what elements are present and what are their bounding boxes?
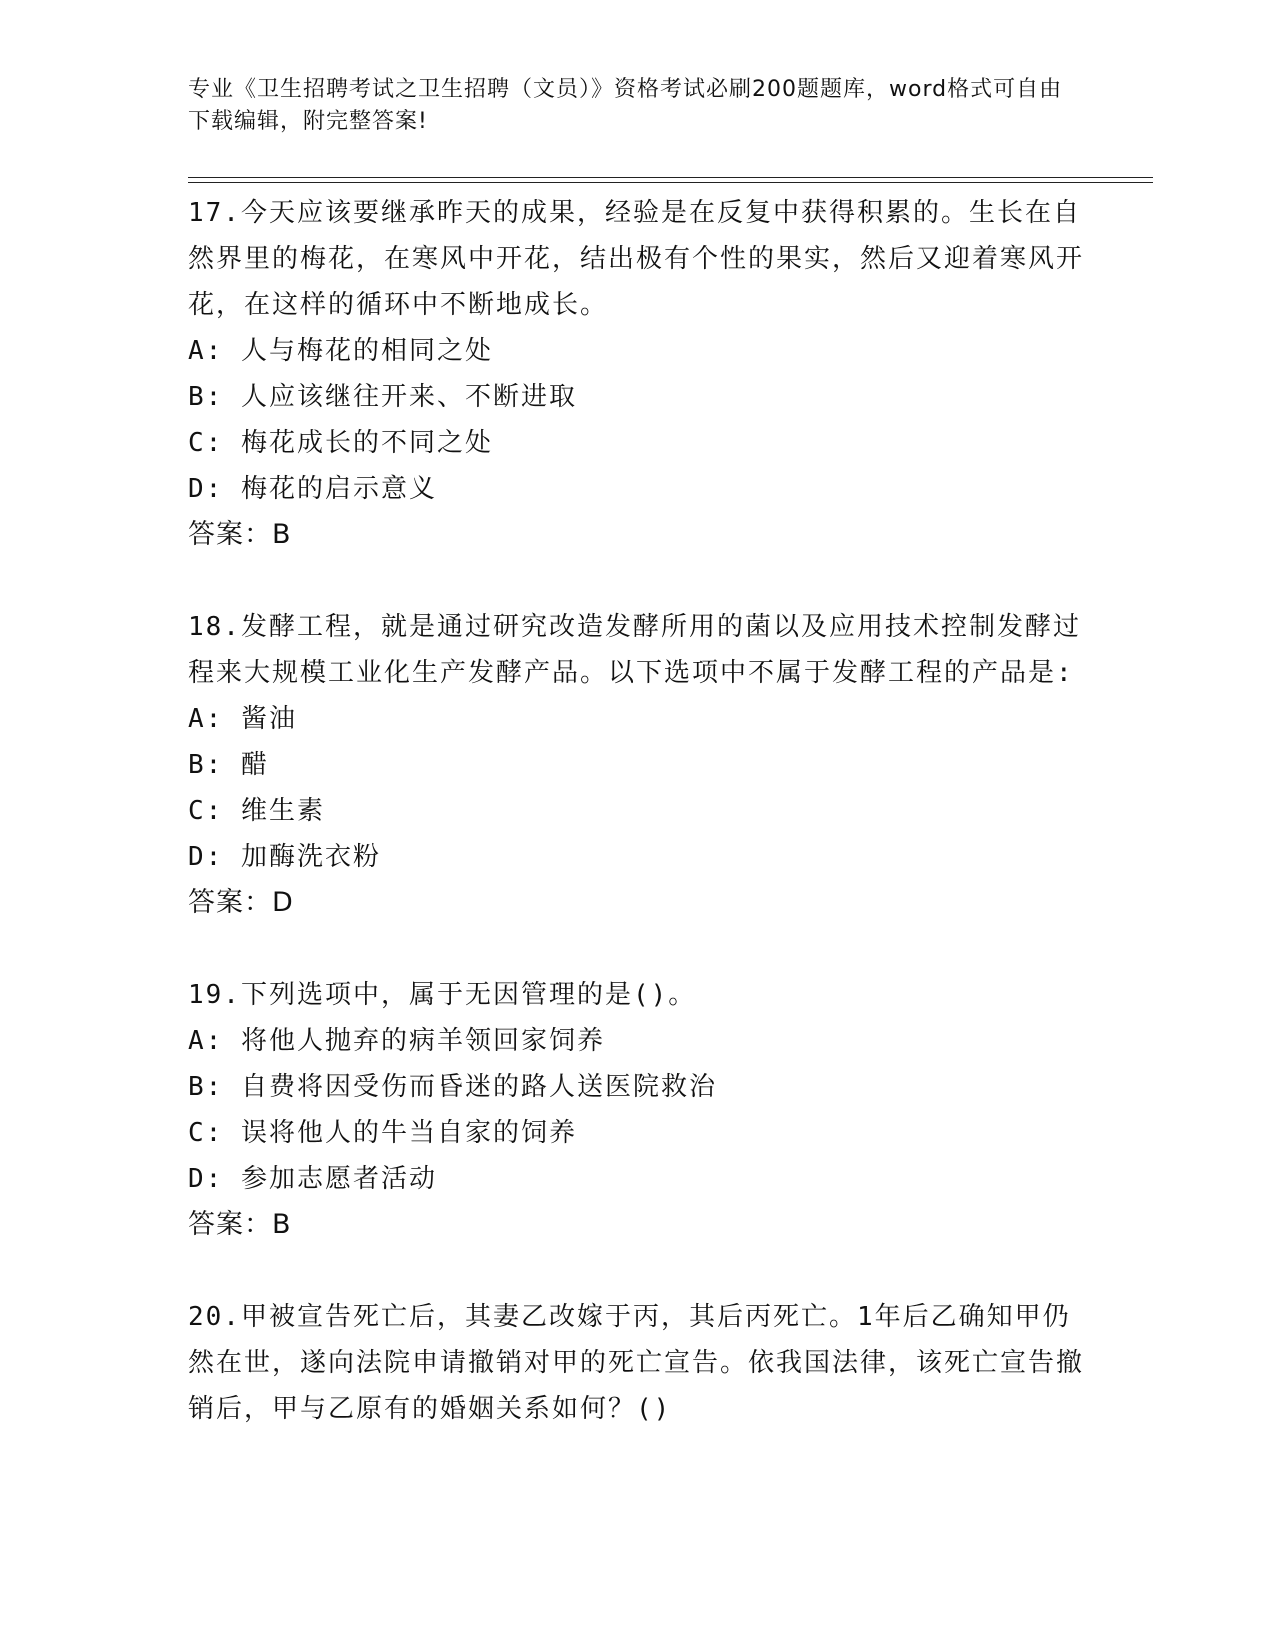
option-a: A: 人与梅花的相同之处 xyxy=(188,336,493,366)
question-19 xyxy=(188,972,1088,1248)
answer-label: 答案：D xyxy=(188,887,294,918)
spacer xyxy=(188,558,1088,604)
option-a: A: 酱油 xyxy=(188,704,297,734)
question-stem: 20.甲被宣告死亡后，其妻乙改嫁于丙，其后丙死亡。1年后乙确知甲仍然在世，遂向法院申请撤销对甲的死亡宣告。依我国法律，该死亡宣告撤销后，甲与乙原有的婚姻关系如何？() xyxy=(188,1302,1085,1424)
question-17 xyxy=(188,190,1088,558)
spacer xyxy=(188,1248,1088,1294)
answer-label: 答案：B xyxy=(188,519,292,550)
option-b: B: 自费将因受伤而昏迷的路人送医院救治 xyxy=(188,1072,717,1102)
option-c: C: 误将他人的牛当自家的饲养 xyxy=(188,1118,577,1148)
spacer xyxy=(188,926,1088,972)
header-divider-top xyxy=(188,177,1153,178)
question-stem: 18.发酵工程，就是通过研究改造发酵所用的菌以及应用技术控制发酵过程来大规模工业化生产发酵产品。以下选项中不属于发酵工程的产品是: xyxy=(188,612,1081,688)
question-list xyxy=(188,190,1088,1432)
option-c: C: 梅花成长的不同之处 xyxy=(188,428,493,458)
option-b: B: 人应该继往开来、不断进取 xyxy=(188,382,577,412)
option-a: A: 将他人抛弃的病羊领回家饲养 xyxy=(188,1026,605,1056)
option-d: D: 参加志愿者活动 xyxy=(188,1164,437,1194)
question-stem: 19.下列选项中，属于无因管理的是()。 xyxy=(188,980,697,1010)
answer-label: 答案：B xyxy=(188,1209,292,1240)
question-20 xyxy=(188,1294,1088,1432)
document-header: 专业《卫生招聘考试之卫生招聘（文员）》资格考试必刷200题题库，word格式可自由下载编辑，附完整答案! xyxy=(188,77,1063,134)
question-stem: 17.今天应该要继承昨天的成果，经验是在反复中获得积累的。生长在自然界里的梅花，在寒风中开花，结出极有个性的果实，然后又迎着寒风开花，在这样的循环中不断地成长。 xyxy=(188,198,1085,320)
option-c: C: 维生素 xyxy=(188,796,325,826)
option-d: D: 梅花的启示意义 xyxy=(188,474,437,504)
question-18 xyxy=(188,604,1088,926)
option-d: D: 加酶洗衣粉 xyxy=(188,842,381,872)
option-b: B: 醋 xyxy=(188,750,269,780)
header-divider-bottom xyxy=(188,182,1153,183)
